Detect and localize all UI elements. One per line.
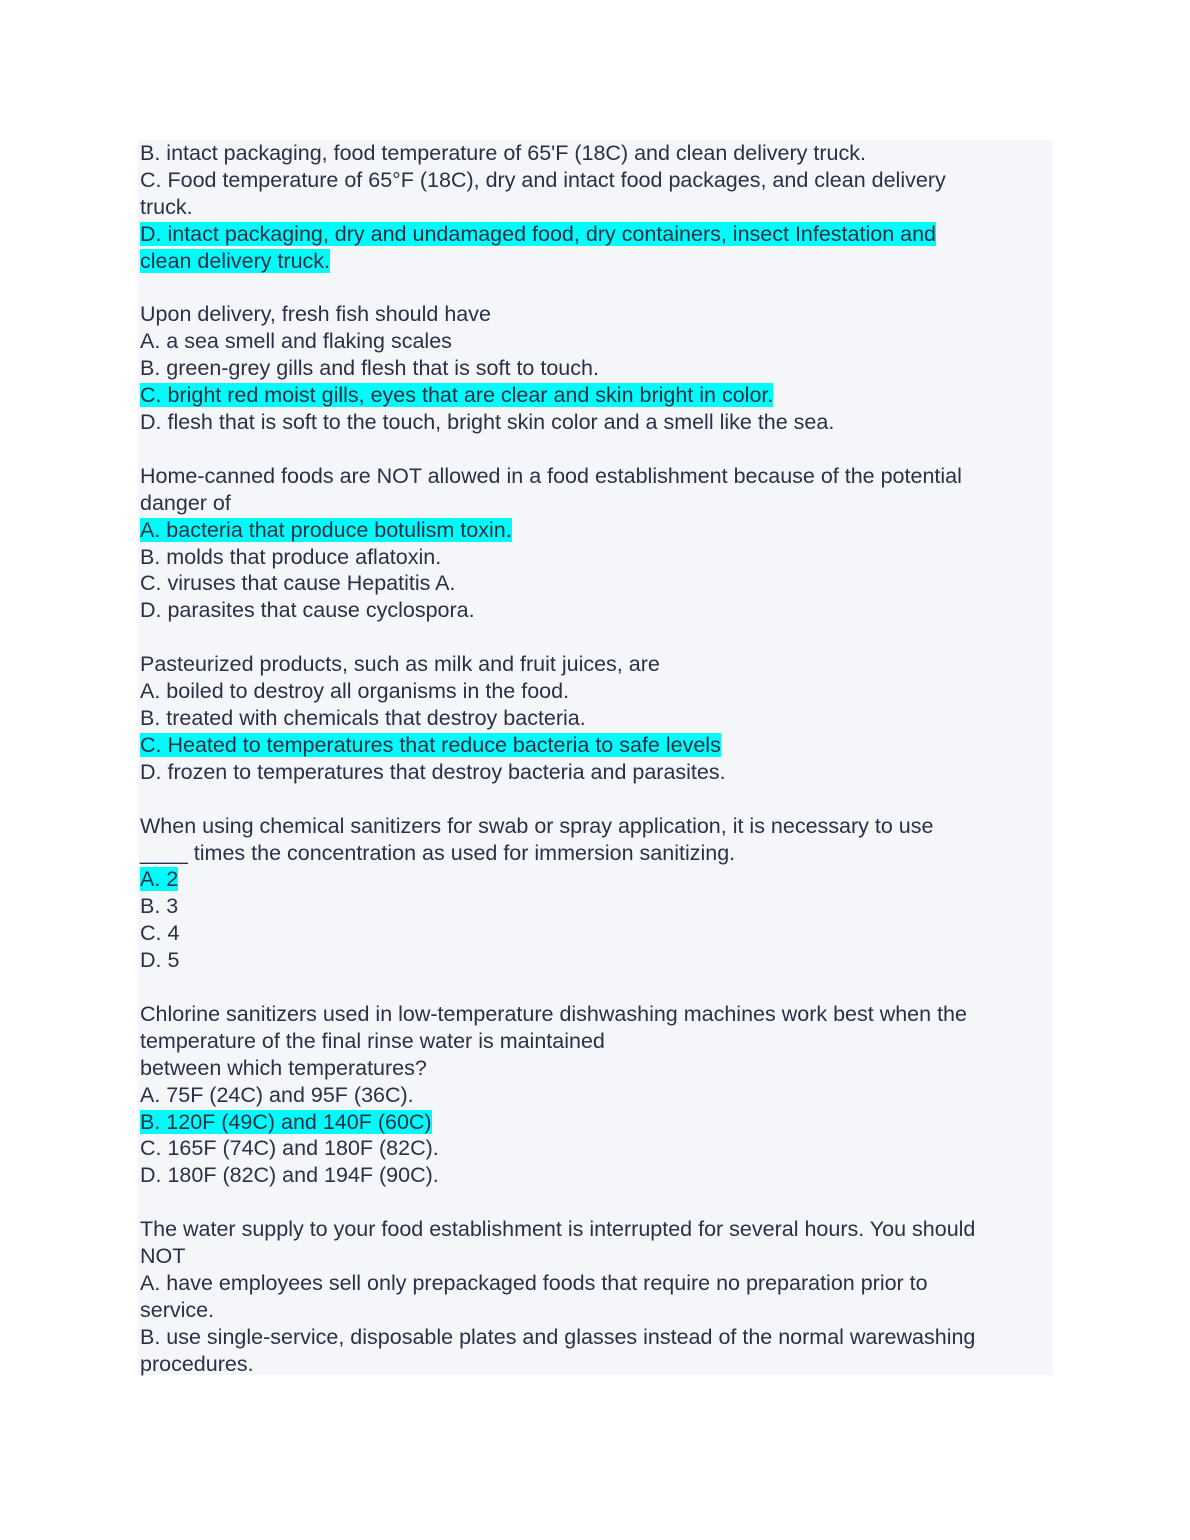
question-text: temperature of the final rinse water is maintained xyxy=(140,1028,605,1053)
option-b: B. 3 xyxy=(140,894,179,919)
question-block xyxy=(140,301,1050,436)
option-a xyxy=(140,517,1050,544)
option-b xyxy=(140,1109,1050,1136)
question-block xyxy=(140,1216,1050,1377)
option-c xyxy=(140,382,1050,409)
option-b-line-2: procedures. xyxy=(140,1351,254,1376)
answer-highlight: C. bright red moist gills, eyes that are clear and skin bright in color. xyxy=(140,383,774,408)
answer-highlight: B. 120F (49C) and 140F (60C) xyxy=(140,1109,432,1134)
question-text: between which temperatures? xyxy=(140,1055,427,1080)
option-d: D. 180F (82C) and 194F (90C). xyxy=(140,1163,439,1188)
answer-highlight: A. 2 xyxy=(140,867,179,892)
answer-highlight: clean delivery truck. xyxy=(140,248,330,273)
option-d-line-2 xyxy=(140,248,1050,275)
question-text: danger of xyxy=(140,490,231,515)
question-text: Pasteurized products, such as milk and fruit juices, are xyxy=(140,652,660,677)
option-c-line-2: truck. xyxy=(140,194,193,219)
question-continued xyxy=(140,140,1050,275)
question-text: Chlorine sanitizers used in low-temperature dishwashing machines work best when the xyxy=(140,1001,967,1026)
answer-highlight: C. Heated to temperatures that reduce bacteria to safe levels xyxy=(140,732,721,757)
question-text: The water supply to your food establishment is interrupted for several hours. You should xyxy=(140,1217,976,1242)
option-d-line-1 xyxy=(140,221,1050,248)
option-a xyxy=(140,866,1050,893)
question-text: NOT xyxy=(140,1244,186,1269)
option-c: C. 4 xyxy=(140,921,180,946)
answer-highlight: D. intact packaging, dry and undamaged food, dry containers, insect Infestation and xyxy=(140,221,936,246)
question-block xyxy=(140,651,1050,786)
option-d: D. parasites that cause cyclospora. xyxy=(140,598,475,623)
option-c-line-1: C. Food temperature of 65°F (18C), dry and intact food packages, and clean delivery xyxy=(140,167,946,192)
option-b: B. treated with chemicals that destroy bacteria. xyxy=(140,705,586,730)
answer-highlight: A. bacteria that produce botulism toxin. xyxy=(140,517,512,542)
option-a-line-1: A. have employees sell only prepackaged foods that require no preparation prior to xyxy=(140,1270,928,1295)
question-text: Home-canned foods are NOT allowed in a food establishment because of the potential xyxy=(140,463,962,488)
option-b: B. molds that produce aflatoxin. xyxy=(140,544,442,569)
question-text: Upon delivery, fresh fish should have xyxy=(140,302,491,327)
option-c: C. 165F (74C) and 180F (82C). xyxy=(140,1136,439,1161)
option-b: B. intact packaging, food temperature of 65'F (18C) and clean delivery truck. xyxy=(140,141,866,165)
question-text: ____ times the concentration as used for immersion sanitizing. xyxy=(140,840,736,865)
option-a: A. boiled to destroy all organisms in the food. xyxy=(140,679,570,704)
option-a: A. a sea smell and flaking scales xyxy=(140,329,452,354)
document-content xyxy=(140,140,1050,1378)
question-block xyxy=(140,813,1050,974)
option-b-line-1: B. use single-service, disposable plates and glasses instead of the normal warewashing xyxy=(140,1324,976,1349)
option-b: B. green-grey gills and flesh that is soft to touch. xyxy=(140,356,599,381)
option-c: C. viruses that cause Hepatitis A. xyxy=(140,571,456,596)
question-block xyxy=(140,1001,1050,1189)
question-block xyxy=(140,463,1050,624)
question-text: When using chemical sanitizers for swab or spray application, it is necessary to use xyxy=(140,813,934,838)
option-c xyxy=(140,732,1050,759)
option-d: D. flesh that is soft to the touch, bright skin color and a smell like the sea. xyxy=(140,410,835,435)
option-a-line-2: service. xyxy=(140,1297,215,1322)
option-d: D. frozen to temperatures that destroy bacteria and parasites. xyxy=(140,759,726,784)
option-a: A. 75F (24C) and 95F (36C). xyxy=(140,1082,414,1107)
option-d: D. 5 xyxy=(140,948,180,973)
